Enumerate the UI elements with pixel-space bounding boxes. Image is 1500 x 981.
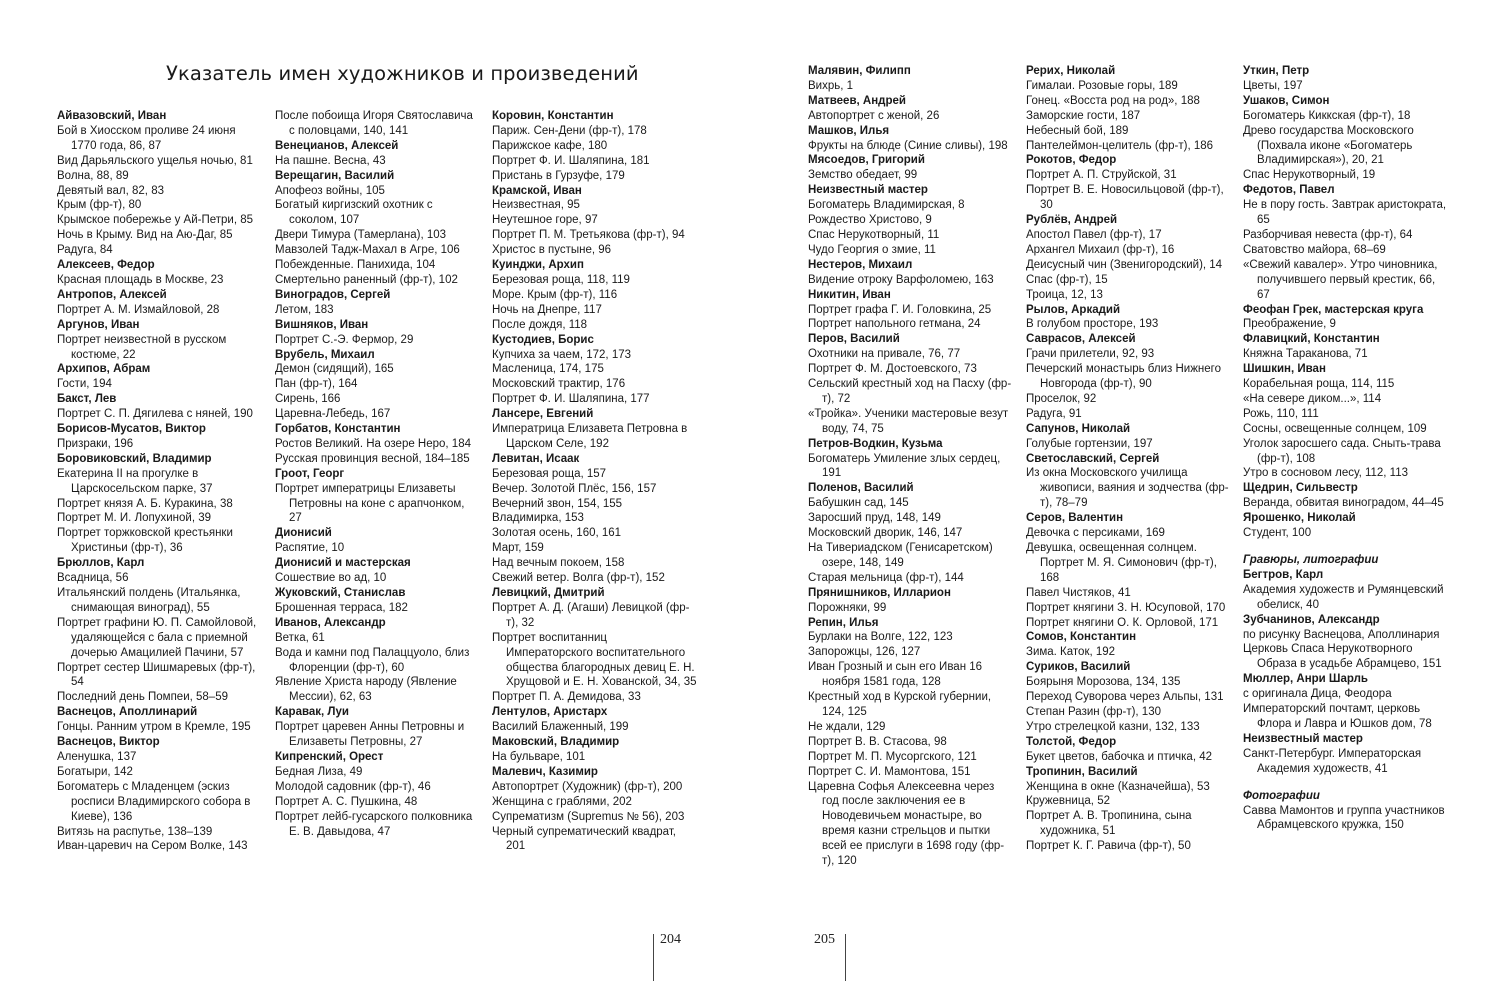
artist-name: Ушаков, Симон: [1243, 94, 1330, 107]
artwork-entry: Автопортрет (Художник) (фр-т), 200: [492, 780, 683, 793]
artwork-entry: Портрет графа Г. И. Головкина, 25: [808, 303, 992, 316]
artwork-entry: Портрет А. В. Тропинина, сына художника, 51: [1026, 810, 1192, 838]
artwork-entry: Вид Дарьяльского ущелья ночью, 81: [57, 154, 253, 167]
artwork-entry: Сватовство майора, 68–69: [1243, 243, 1386, 256]
artist-name: Рерих, Николай: [1026, 65, 1116, 77]
artwork-entry: Портрет графини Ю. П. Самойловой, удаляющейся с бала с приемной дочерью Амацилией Пачини, 57: [57, 616, 257, 659]
artwork-entry: Брошенная терраса, 182: [275, 601, 408, 614]
artist-name: Мюллер, Анри Шарль: [1243, 673, 1368, 686]
artwork-entry: Спас (фр-т), 15: [1026, 273, 1108, 286]
artwork-entry: Запорожцы, 126, 127: [808, 646, 921, 659]
artwork-entry: «Тройка». Ученики мастеровые везут воду, 74, 75: [808, 407, 1009, 435]
artist-name: Дионисий: [275, 527, 332, 540]
artwork-entry: Над вечным покоем, 158: [492, 557, 625, 570]
index-column-4: [808, 64, 1013, 869]
artwork-entry: В голубом просторе, 193: [1026, 318, 1159, 331]
section-gap: [1243, 777, 1448, 789]
artwork-entry: Грачи прилетели, 92, 93: [1026, 348, 1155, 361]
section-gap: [1243, 541, 1448, 553]
artwork-entry: Видение отроку Варфоломею, 163: [808, 273, 994, 286]
artwork-entry: Царевна Софья Алексеевна через год после заключения ее в Новодевичьем монастыре, во время казни стрельцов и пытки всей ее прислуги в 1698 году (фр-т), 120: [808, 780, 1005, 868]
artwork-entry: Портрет А. П. Струйской, 31: [1026, 169, 1177, 182]
artwork-entry: по рисунку Васнецова, Аполлинария: [1243, 628, 1440, 641]
artwork-entry: Девочка с персиками, 169: [1026, 527, 1165, 540]
artist-name: Петров-Водкин, Кузьма: [808, 437, 943, 450]
artwork-entry: Троица, 12, 13: [1026, 288, 1103, 301]
artwork-entry: На Тивериадском (Генисаретском) озере, 148, 149: [808, 542, 993, 569]
artwork-entry: Портрет Ф. М. Достоевского, 73: [808, 363, 977, 376]
artist-name: Боровиковский, Владимир: [57, 452, 212, 465]
index-column-2: [275, 109, 480, 839]
artwork-entry: Море. Крым (фр-т), 116: [492, 288, 618, 301]
artwork-entry: Царевна-Лебедь, 167: [275, 408, 391, 421]
artist-name: Рублёв, Андрей: [1026, 214, 1118, 227]
artwork-entry: «Свежий кавалер». Утро чиновника, получившего первый крестик, 66, 67: [1243, 258, 1438, 301]
artist-name: Нестеров, Михаил: [808, 258, 913, 271]
artist-name: Федотов, Павел: [1243, 184, 1335, 197]
artwork-entry: Париж. Сен-Дени (фр-т), 178: [492, 124, 647, 137]
artwork-entry: Не в пору гость. Завтрак аристократа, 65: [1243, 199, 1447, 227]
artist-name: Горбатов, Константин: [275, 423, 401, 436]
artwork-entry: Вихрь, 1: [808, 79, 854, 92]
artwork-entry: Сельский крестный ход на Пасху (фр-т), 72: [808, 378, 1012, 405]
artwork-entry: Портрет А. С. Пушкина, 48: [275, 795, 418, 808]
artist-name: Толстой, Федор: [1026, 735, 1117, 748]
artwork-entry: На пашне. Весна, 43: [275, 154, 386, 167]
artwork-entry: Московский трактир, 176: [492, 378, 626, 391]
artist-name: Крамской, Иван: [492, 184, 582, 197]
artwork-entry: Московский дворик, 146, 147: [808, 527, 963, 540]
artwork-entry: Богоматерь с Младенцем (эскиз росписи Владимирского собора в Киеве), 136: [57, 780, 251, 823]
artwork-entry: Автопортрет с женой, 26: [808, 109, 940, 122]
artwork-entry: Разборчивая невеста (фр-т), 64: [1243, 228, 1413, 241]
artwork-entry: Вода и камни под Палаццуоло, близ Флоренции (фр-т), 60: [275, 646, 470, 674]
artwork-entry: Смертельно раненный (фр-т), 102: [275, 273, 458, 286]
artwork-entry: Академия художеств и Румянцевский обелиск, 40: [1243, 583, 1444, 611]
artwork-entry: Апофеоз войны, 105: [275, 184, 385, 197]
artwork-entry: Портрет князя А. Б. Куракина, 38: [57, 497, 233, 510]
artwork-entry: Портрет К. Г. Равича (фр-т), 50: [1026, 840, 1191, 853]
artist-name: Тропинин, Василий: [1026, 765, 1138, 778]
artwork-entry: Владимирка, 153: [492, 512, 584, 525]
artwork-entry: Портрет Ф. И. Шаляпина, 181: [492, 154, 650, 167]
artwork-entry: Зима. Каток, 192: [1026, 646, 1116, 659]
artwork-entry: Всадница, 56: [57, 572, 129, 585]
artwork-entry: Март, 159: [492, 542, 544, 555]
artwork-entry: Утро стрелецкой казни, 132, 133: [1026, 720, 1200, 733]
artist-name: Вишняков, Иван: [275, 318, 369, 331]
artwork-entry: Портрет воспитанниц Императорского воспитательного общества благородных девиц Е. Н. Хрущовой и Е. Н. Хованской, 34, 35: [492, 631, 697, 689]
artwork-entry: Гости, 194: [57, 378, 112, 391]
artwork-entry: Вечерний звон, 154, 155: [492, 497, 623, 510]
artwork-entry: Пристань в Гурзуфе, 179: [492, 169, 625, 182]
artwork-entry: Василий Блаженный, 199: [492, 721, 629, 734]
artwork-entry: Студент, 100: [1243, 527, 1312, 540]
section-heading: Гравюры, литографии: [1243, 554, 1379, 566]
artwork-entry: Купчиха за чаем, 172, 173: [492, 348, 632, 361]
artist-name: Малевич, Казимир: [492, 765, 598, 778]
artist-name: Перов, Василий: [808, 333, 900, 346]
artwork-entry: Павел Чистяков, 41: [1026, 586, 1131, 599]
artwork-entry: Девушка, освещенная солнцем. Портрет М. Я. Симонович (фр-т), 168: [1026, 542, 1217, 584]
artwork-entry: Ночь в Крыму. Вид на Аю-Даг, 85: [57, 229, 233, 242]
artwork-entry: Земство обедает, 99: [808, 169, 918, 182]
artwork-entry: Масленица, 174, 175: [492, 363, 604, 376]
artwork-entry: Неутешное горе, 97: [492, 214, 598, 227]
artist-name: Коровин, Константин: [492, 110, 614, 122]
artwork-entry: Древо государства Московского (Похвала иконе «Богоматерь Владимирская»), 20, 21: [1243, 124, 1414, 167]
artwork-entry: Портрет М. И. Лопухиной, 39: [57, 512, 212, 525]
artist-name: Верещагин, Василий: [275, 169, 395, 182]
artwork-entry: Неизвестная, 95: [492, 199, 580, 212]
artwork-entry: Пантелеймон-целитель (фр-т), 186: [1026, 139, 1214, 152]
artwork-entry: Княжна Тараканова, 71: [1243, 348, 1368, 361]
index-column-1: [57, 109, 262, 854]
artwork-entry: Портрет императрицы Елизаветы Петровны на коне с арапчонком, 27: [275, 482, 465, 525]
artwork-entry: Богоматерь Умиление злых сердец, 191: [808, 452, 1001, 480]
artist-name: Васнецов, Аполлинарий: [57, 706, 198, 719]
artist-name: Прянишников, Илларион: [808, 586, 951, 599]
artwork-entry: Крымское побережье у Ай-Петри, 85: [57, 214, 253, 227]
page-divider-left: [653, 934, 654, 981]
artist-name: Никитин, Иван: [808, 288, 891, 301]
artwork-entry: Императорский почтамт, церковь Флора и Лавра и Юшков дом, 78: [1243, 703, 1432, 730]
artwork-entry: Портрет царевен Анны Петровны и Елизаветы Петровны, 27: [275, 721, 465, 749]
index-column-6: [1243, 64, 1448, 833]
artist-name: Феофан Грек, мастерская круга: [1243, 303, 1424, 316]
artwork-entry: Фрукты на блюде (Синие сливы), 198: [808, 139, 1008, 152]
artwork-entry: Парижское кафе, 180: [492, 139, 608, 152]
artist-name: Левитан, Исаак: [492, 452, 580, 465]
index-column-5: [1026, 64, 1231, 854]
artwork-entry: Печерский монастырь близ Нижнего Новгорода (фр-т), 90: [1026, 363, 1221, 391]
artwork-entry: Крестный ход в Курской губернии, 124, 125: [808, 691, 992, 718]
artwork-entry: Небесный бой, 189: [1026, 124, 1129, 137]
artwork-entry: Архангел Михаил (фр-т), 16: [1026, 243, 1175, 256]
artist-name: Флавицкий, Константин: [1243, 333, 1380, 346]
artist-name: Виноградов, Сергей: [275, 288, 391, 301]
artist-name: Неизвестный мастер: [808, 184, 928, 197]
artwork-entry: Портрет М. П. Мусоргского, 121: [808, 750, 977, 763]
artwork-entry: Бурлаки на Волге, 122, 123: [808, 631, 953, 644]
artist-name: Дионисий и мастерская: [275, 557, 411, 570]
section-heading: Фотографии: [1243, 789, 1320, 802]
artwork-entry: Утро в сосновом лесу, 112, 113: [1243, 467, 1409, 480]
artwork-entry: Охотники на привале, 76, 77: [808, 348, 961, 361]
artwork-entry: Портрет П. М. Третьякова (фр-т), 94: [492, 229, 685, 242]
artist-name: Сапунов, Николай: [1026, 422, 1131, 435]
artist-name: Куинджи, Архип: [492, 259, 584, 272]
artwork-entry: Портрет С.-Э. Фермор, 29: [275, 333, 414, 346]
artwork-entry: Сошествие во ад, 10: [275, 572, 387, 585]
artwork-entry: Женщина с граблями, 202: [492, 795, 632, 808]
artist-name: Венецианов, Алексей: [275, 139, 399, 152]
artist-name: Айвазовский, Иван: [57, 110, 167, 122]
artist-name: Васнецов, Виктор: [57, 736, 160, 749]
artist-name: Матвеев, Андрей: [808, 94, 906, 107]
artwork-entry: Портрет Ф. И. Шаляпина, 177: [492, 393, 650, 406]
artist-name: Аргунов, Иван: [57, 318, 140, 331]
artwork-entry: Березовая роща, 157: [492, 467, 607, 480]
artwork-entry: с оригинала Дица, Феодора: [1243, 688, 1392, 701]
artist-name: Алексеев, Федор: [57, 259, 155, 272]
artist-name: Малявин, Филипп: [808, 65, 911, 77]
artist-name: Лансере, Евгений: [492, 408, 594, 421]
artwork-entry: Портрет напольного гетмана, 24: [808, 318, 981, 331]
artwork-entry: Крым (фр-т), 80: [57, 199, 142, 212]
artwork-entry: Деисусный чин (Звенигородский), 14: [1026, 258, 1223, 271]
artwork-entry: «На севере диком...», 114: [1243, 392, 1382, 405]
artwork-entry: Портрет лейб-гусарского полковника Е. В. Давыдова, 47: [275, 810, 473, 838]
artwork-entry: Богатый киргизский охотник с соколом, 107: [275, 199, 433, 227]
artwork-entry: Свежий ветер. Волга (фр-т), 152: [492, 572, 665, 585]
artist-name: Гроот, Георг: [275, 467, 345, 480]
artwork-entry: Старая мельница (фр-т), 144: [808, 571, 964, 584]
artwork-entry: Чудо Георгия о змие, 11: [808, 243, 936, 256]
artwork-entry: Портрет С. И. Мамонтова, 151: [808, 765, 971, 778]
index-column-3: [492, 109, 697, 854]
artwork-entry: Переход Суворова через Альпы, 131: [1026, 691, 1224, 704]
artwork-entry: Супрематизм (Supremus № 56), 203: [492, 810, 685, 823]
artwork-entry: Призраки, 196: [57, 437, 134, 450]
artwork-entry: Кружевница, 52: [1026, 795, 1110, 808]
artwork-entry: Побежденные. Панихида, 104: [275, 259, 436, 272]
artist-name: Саврасов, Алексей: [1026, 333, 1136, 346]
page-divider-right: [845, 934, 846, 981]
artwork-entry: Из окна Московского училища живописи, ваяния и зодчества (фр-т), 78–79: [1026, 467, 1229, 510]
artwork-entry: Церковь Спаса Нерукотворного Образа в усадьбе Абрамцево, 151: [1243, 643, 1442, 671]
artwork-entry: Веранда, обвитая виноградом, 44–45: [1243, 497, 1444, 510]
artwork-entry: Мавзолей Тадж-Махал в Агре, 106: [275, 244, 460, 257]
artist-name: Маковский, Владимир: [492, 736, 620, 749]
artist-name: Рокотов, Федор: [1026, 154, 1117, 167]
artwork-entry: После побоища Игоря Святославича с половцами, 140, 141: [275, 110, 473, 137]
artwork-entry: Ночь на Днепре, 117: [492, 303, 602, 316]
artwork-entry: Демон (сидящий), 165: [275, 363, 394, 376]
artwork-entry: Ростов Великий. На озере Неро, 184: [275, 437, 471, 450]
page-number-left: 204: [660, 932, 681, 947]
artwork-entry: Явление Христа народу (Явление Мессии), 62, 63: [275, 676, 457, 704]
artist-name: Лентулов, Аристарх: [492, 706, 608, 719]
artist-name: Бакст, Лев: [57, 393, 117, 406]
artist-name: Неизвестный мастер: [1243, 732, 1363, 745]
artwork-entry: Преображение, 9: [1243, 318, 1336, 331]
artwork-entry: Цветы, 197: [1243, 79, 1303, 92]
artist-name: Сомов, Константин: [1026, 631, 1137, 644]
artwork-entry: Спас Нерукотворный, 19: [1243, 169, 1376, 182]
artist-name: Поленов, Василий: [808, 482, 914, 495]
artwork-entry: Портрет княгини О. К. Орловой, 171: [1026, 616, 1219, 629]
artwork-entry: Рожь, 110, 111: [1243, 407, 1319, 420]
artist-name: Машков, Илья: [808, 124, 890, 137]
artwork-entry: Савва Мамонтов и группа участников Абрамцевского кружка, 150: [1243, 804, 1445, 832]
artwork-entry: Степан Разин (фр-т), 130: [1026, 705, 1161, 718]
artist-name: Серов, Валентин: [1026, 512, 1124, 525]
artwork-entry: Пан (фр-т), 164: [275, 378, 358, 391]
artwork-entry: Проселок, 92: [1026, 392, 1097, 405]
artwork-entry: Витязь на распутье, 138–139: [57, 825, 213, 838]
artist-name: Жуковский, Станислав: [275, 587, 406, 599]
artwork-entry: Уголок заросшего сада. Сныть-трава (фр-т), 108: [1243, 437, 1441, 465]
artist-name: Архипов, Абрам: [57, 363, 151, 376]
artist-name: Светославский, Сергей: [1026, 452, 1160, 465]
artwork-entry: Бабушкин сад, 145: [808, 497, 909, 510]
artist-name: Левицкий, Дмитрий: [492, 587, 605, 599]
artist-name: Щедрин, Сильвестр: [1243, 482, 1358, 495]
artwork-entry: Портрет А. Д. (Агаши) Левицкой (фр-т), 32: [492, 601, 690, 629]
artwork-entry: Рождество Христово, 9: [808, 214, 932, 227]
artist-name: Суриков, Василий: [1026, 661, 1131, 674]
artwork-entry: Голубые гортензии, 197: [1026, 437, 1153, 450]
artwork-entry: Императрица Елизавета Петровна в Царском Селе, 192: [492, 423, 688, 450]
artwork-entry: Девятый вал, 82, 83: [57, 184, 164, 197]
artist-name: Антропов, Алексей: [57, 288, 167, 301]
artist-name: Уткин, Петр: [1243, 65, 1310, 77]
artwork-entry: Черный супрематический квадрат, 201: [492, 825, 677, 853]
artwork-entry: Портрет П. А. Демидова, 33: [492, 691, 641, 704]
artist-name: Каравак, Луи: [275, 706, 349, 719]
artwork-entry: Портрет княгини З. Н. Юсуповой, 170: [1026, 601, 1226, 614]
artist-name: Врубель, Михаил: [275, 348, 375, 361]
artwork-entry: Бедная Лиза, 49: [275, 765, 363, 778]
artwork-entry: Двери Тимура (Тамерлана), 103: [275, 229, 447, 242]
artwork-entry: Портрет торжковской крестьянки Христиньи (фр-т), 36: [57, 527, 233, 555]
artwork-entry: Вечер. Золотой Плёс, 156, 157: [492, 482, 657, 495]
artwork-entry: Апостол Павел (фр-т), 17: [1026, 228, 1162, 241]
artwork-entry: Сосны, освещенные солнцем, 109: [1243, 422, 1427, 435]
artwork-entry: Женщина в окне (Казначейша), 53: [1026, 780, 1210, 793]
artwork-entry: Заморские гости, 187: [1026, 109, 1141, 122]
artwork-entry: Бой в Хиосском проливе 24 июня 1770 года, 86, 87: [57, 124, 236, 152]
artist-name: Зубчанинов, Александр: [1243, 613, 1380, 626]
artwork-entry: Иван-царевич на Сером Волке, 143: [57, 840, 248, 853]
artwork-entry: Иван Грозный и сын его Иван 16 ноября 1581 года, 128: [808, 661, 983, 689]
artwork-entry: Корабельная роща, 114, 115: [1243, 378, 1395, 391]
artist-name: Бегтров, Карл: [1243, 568, 1324, 581]
artist-name: Рылов, Аркадий: [1026, 303, 1121, 316]
artwork-entry: Портрет А. М. Измайловой, 28: [57, 303, 220, 316]
artwork-entry: Гонец. «Восста род на род», 188: [1026, 94, 1200, 107]
artwork-entry: После дождя, 118: [492, 318, 588, 331]
artwork-entry: Итальянский полдень (Итальянка, снимающая виноград), 55: [57, 587, 241, 614]
artwork-entry: Букет цветов, бабочка и птичка, 42: [1026, 750, 1212, 763]
artwork-entry: Летом, 183: [275, 303, 334, 316]
artist-name: Брюллов, Карл: [57, 557, 145, 570]
artwork-entry: Сирень, 166: [275, 393, 341, 406]
artwork-entry: Молодой садовник (фр-т), 46: [275, 780, 431, 793]
artwork-entry: Спас Нерукотворный, 11: [808, 228, 940, 241]
artwork-entry: Заросший пруд, 148, 149: [808, 512, 941, 525]
artwork-entry: Последний день Помпеи, 58–59: [57, 691, 228, 704]
artwork-entry: Русская провинция весной, 184–185: [275, 452, 470, 465]
artwork-entry: Березовая роща, 118, 119: [492, 273, 630, 286]
artwork-entry: Аленушка, 137: [57, 750, 137, 763]
artwork-entry: Не ждали, 129: [808, 720, 886, 733]
artist-name: Кустодиев, Борис: [492, 333, 594, 346]
page-number-right: 205: [814, 932, 835, 947]
artwork-entry: Золотая осень, 160, 161: [492, 527, 622, 540]
artwork-entry: Распятие, 10: [275, 542, 345, 555]
artist-name: Ярошенко, Николай: [1243, 512, 1356, 525]
artwork-entry: На бульваре, 101: [492, 750, 586, 763]
artwork-entry: Радуга, 84: [57, 244, 113, 257]
artwork-entry: Красная площадь в Москве, 23: [57, 273, 224, 286]
artwork-entry: Волна, 88, 89: [57, 169, 129, 182]
artwork-entry: Портрет В. Е. Новосильцовой (фр-т), 30: [1026, 184, 1224, 212]
artwork-entry: Портрет С. П. Дягилева с няней, 190: [57, 408, 253, 421]
artwork-entry: Гималаи. Розовые горы, 189: [1026, 79, 1178, 92]
index-title: Указатель имен художников и произведений: [166, 62, 639, 85]
artwork-entry: Портрет неизвестной в русском костюме, 22: [57, 333, 227, 361]
artwork-entry: Санкт-Петербург. Императорская Академия художеств, 41: [1243, 747, 1422, 775]
artwork-entry: Боярыня Морозова, 134, 135: [1026, 676, 1181, 689]
artwork-entry: Портрет сестер Шишмаревых (фр-т), 54: [57, 661, 256, 689]
artwork-entry: Богоматерь Владимирская, 8: [808, 199, 965, 212]
artist-name: Борисов-Мусатов, Виктор: [57, 423, 206, 436]
artwork-entry: Порожняки, 99: [808, 601, 887, 614]
artwork-entry: Гонцы. Ранним утром в Кремле, 195: [57, 721, 251, 734]
artwork-entry: Богоматерь Киккская (фр-т), 18: [1243, 109, 1411, 122]
artwork-entry: Ветка, 61: [275, 631, 325, 644]
artist-name: Репин, Илья: [808, 616, 879, 629]
artwork-entry: Радуга, 91: [1026, 407, 1082, 420]
artist-name: Иванов, Александр: [275, 616, 386, 629]
artwork-entry: Екатерина II на прогулке в Царскосельском парке, 37: [57, 467, 213, 495]
artist-name: Мясоедов, Григорий: [808, 154, 925, 167]
artist-name: Кипренский, Орест: [275, 750, 384, 763]
artwork-entry: Богатыри, 142: [57, 765, 133, 778]
artist-name: Шишкин, Иван: [1243, 363, 1326, 376]
artwork-entry: Портрет В. В. Стасова, 98: [808, 735, 947, 748]
artwork-entry: Христос в пустыне, 96: [492, 244, 612, 257]
